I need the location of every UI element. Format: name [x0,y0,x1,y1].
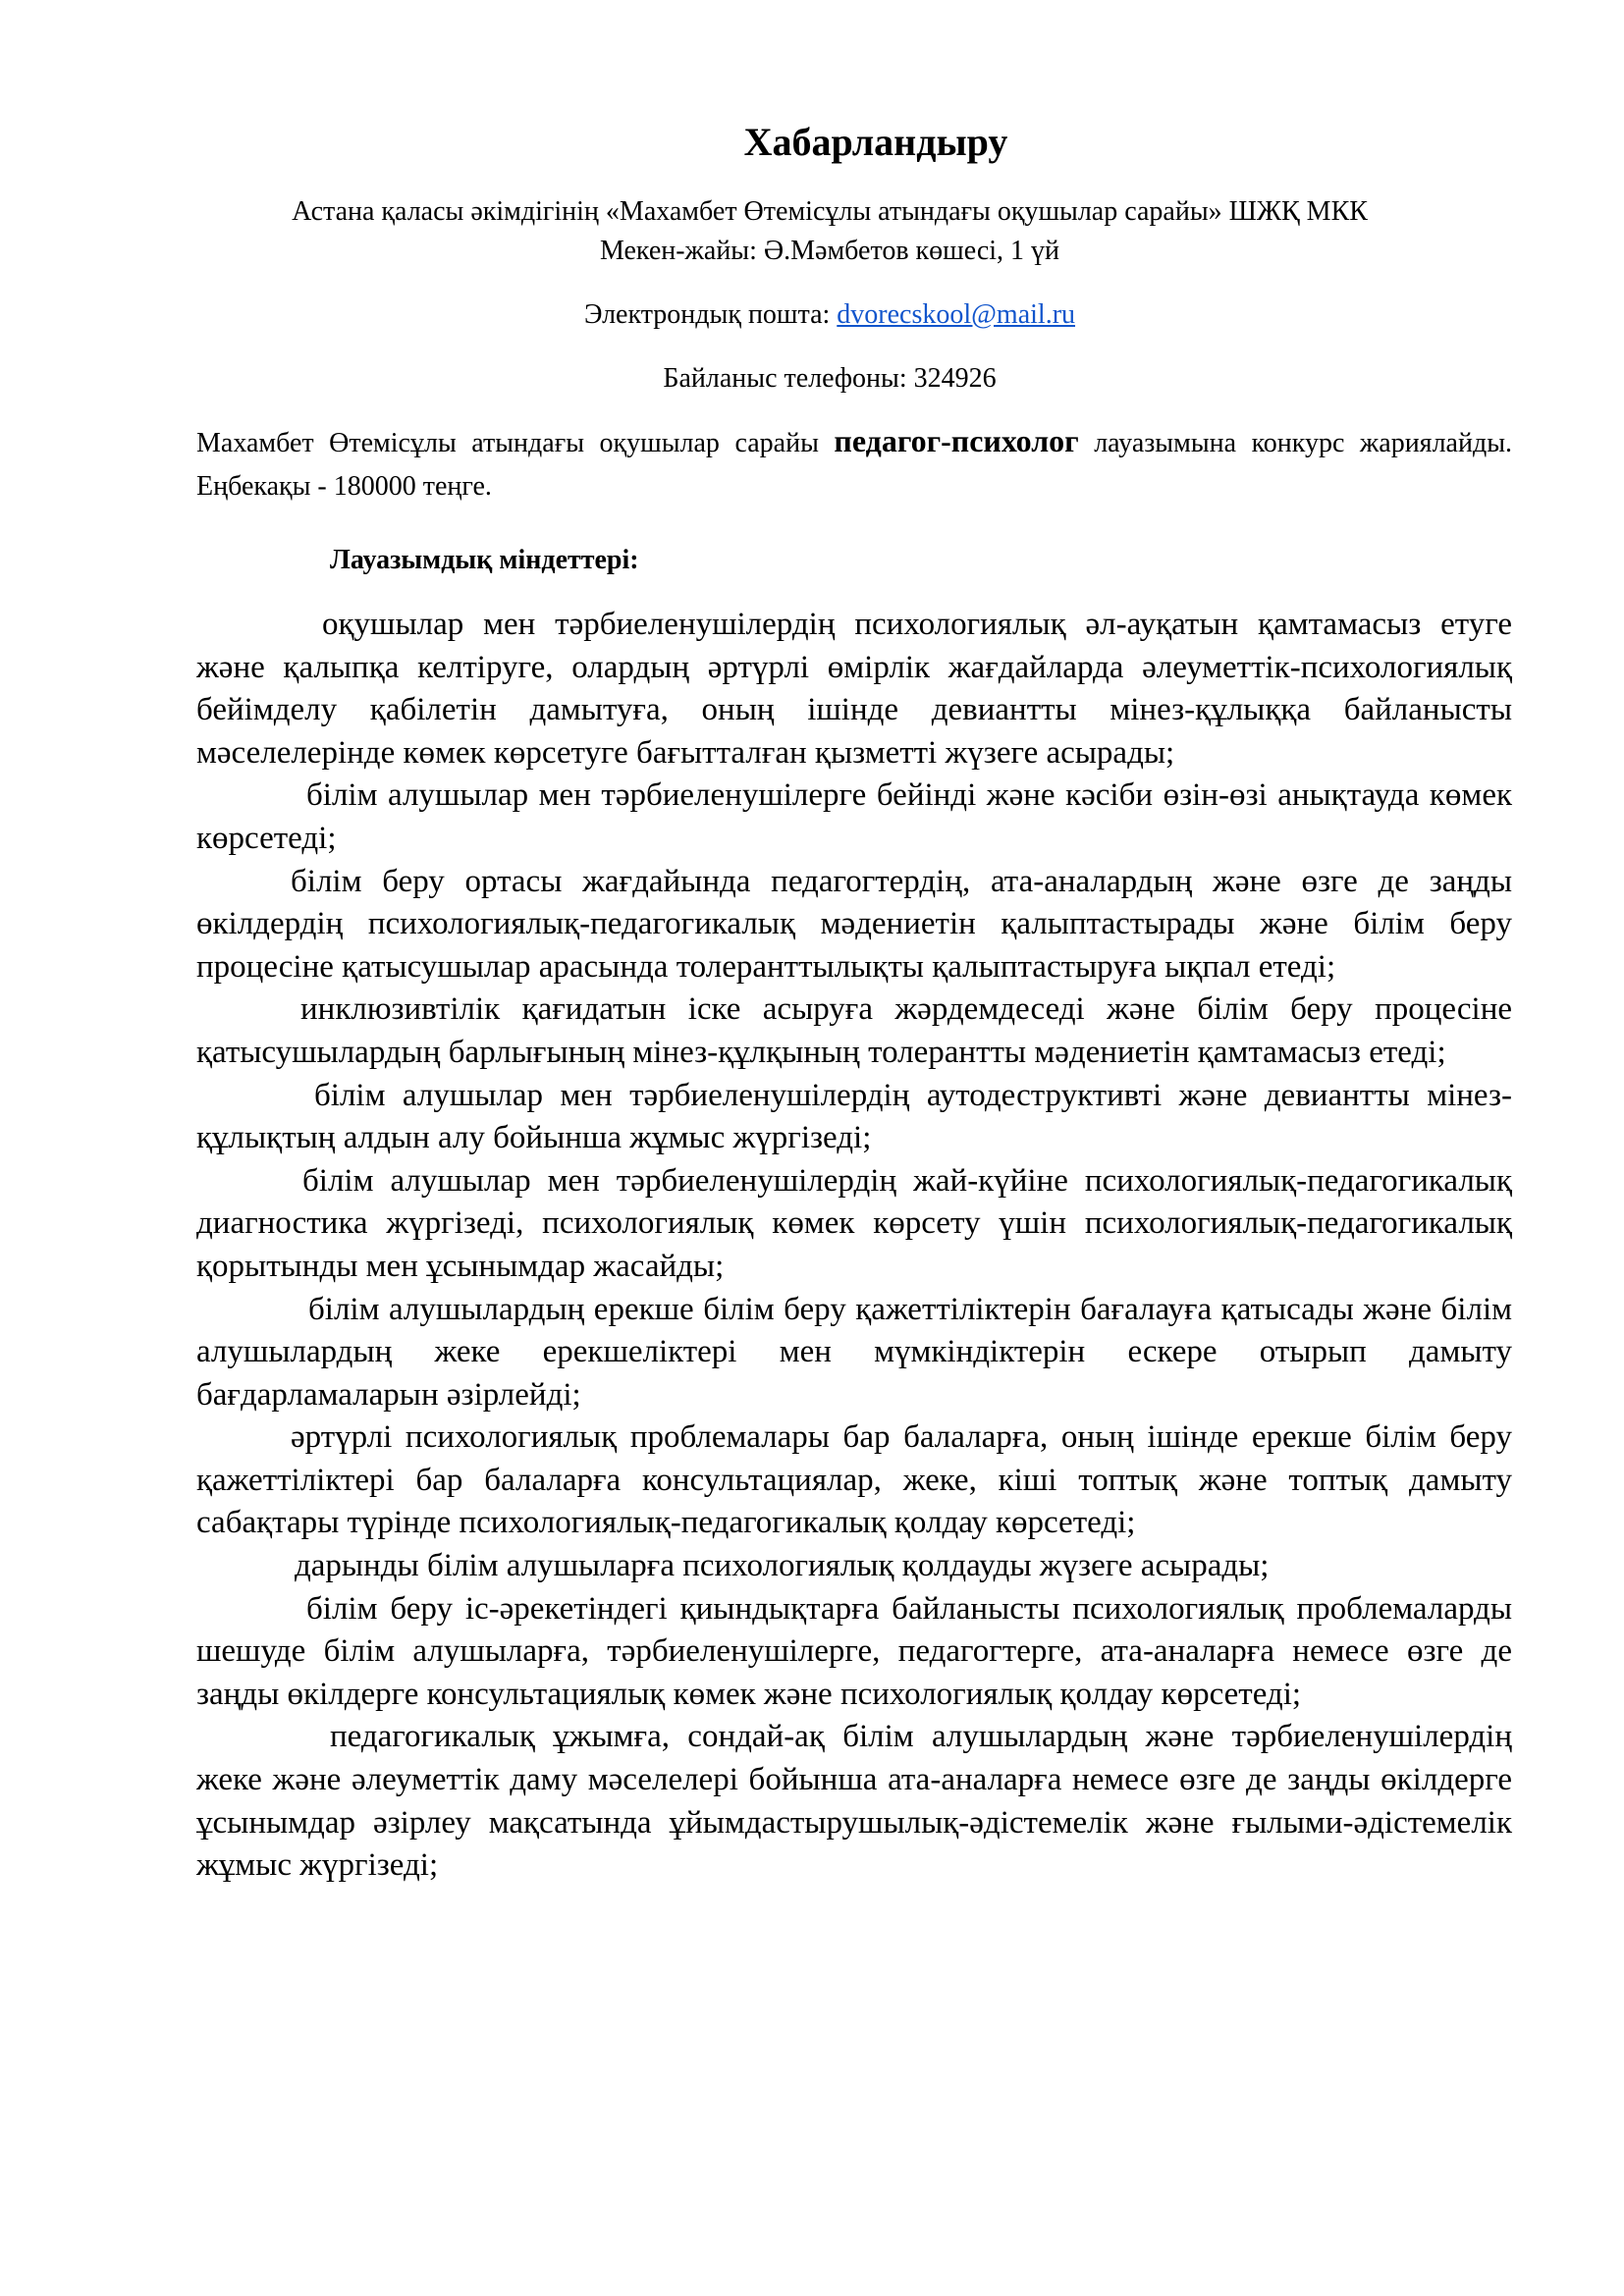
phone-line: Байланыс телефоны: 324926 [663,363,997,394]
duty-item: білім алушылар мен тәрбиеленушілердің жай-күйіне психологиялық-педагогикалық диагностика жүргізеді, психологиялық көмек көрсету үшін психологиялық-педагогикалық қорытынды мен ұсынымдар жасайды; [196,1162,1512,1284]
email-link[interactable]: dvorecskool@mail.ru [837,299,1076,330]
duty-item: білім беру іс-әрекетіндегі қиындықтарға байланысты психологиялық проблемаларды шешуде білім алушыларға, тәрбиеленушілерге, педагогтерге, ата-аналарға немесе өзге де заңды өкілдерге консультациялық көмек және психологиялық қолдау көрсетеді; [196,1590,1512,1712]
announcement-intro [196,419,1512,508]
duty-item: дарынды білім алушыларға психологиялық қолдауды жүзеге асырады; [295,1548,1270,1584]
duties-list [196,604,1512,1888]
position-title: педагог-психолог [834,423,1079,458]
document-title: Хабарландыру [743,120,1008,164]
duty-item: білім беру ортасы жағдайында педагогтердің, ата-аналардың және өзге де заңды өкілдердің психологиялық-педагогикалық мәдениетін қалыптастырады және білім беру процесіне қатысушылар арасында толеранттылықты қалыптастыруға ықпал етеді; [196,863,1512,985]
organization-name: Астана қаласы әкімдігінің «Махамбет Өтемісұлы атындағы оқушылар сарайы» ШЖҚ МКК [292,196,1368,227]
duty-item: оқушылар мен тәрбиеленушілердің психологиялық әл-ауқатын қамтамасыз етуге және қалыпқа келтіруге, олардың әртүрлі өмірлік жағдайларда әлеуметтік-психологиялық бейімделу қабілетін дамытуға, оның ішінде девиантты мінез-құлыққа байланысты мәселелерінде көмек көрсетуге бағытталған қызметті жүзеге асырады; [196,607,1512,771]
intro-before: Махамбет Өтемісұлы атындағы оқушылар сарайы [196,428,835,458]
duties-heading: Лауазымдық міндеттері: [330,545,639,575]
email-label: Электрондық пошта: [583,299,838,330]
duty-item: білім алушылардың ерекше білім беру қажеттіліктерін бағалауға қатысады және білім алушылардың жеке ерекшеліктері мен мүмкіндіктерін ескере отырып дамыту бағдарламаларын әзірлейді; [196,1291,1512,1413]
address-line: Мекен-жайы: Ә.Мәмбетов көшесі, 1 үй [599,236,1060,266]
duty-item: білім алушылар мен тәрбиеленушілердің аутодеструктивті және девиантты мінез-құлықтың алдын алу бойынша жұмыс жүргізеді; [196,1077,1512,1156]
duty-item: педагогикалық ұжымға, сондай-ақ білім алушылардың және тәрбиеленушілердің жеке және әлеуметтік даму мәселелері бойынша ата-аналарға немесе өзге де заңды өкілдерге ұсынымдар әзірлеу мақсатында ұйымдастырушылық-әдістемелік және ғылыми-әдістемелік жұмыс жүргізеді; [196,1719,1512,1884]
email-line [147,295,1512,335]
duty-item: әртүрлі психологиялық проблемалары бар балаларға, оның ішінде ерекше білім беру қажеттіліктері бар балаларға консультациялар, жеке, кіші топтық және топтық дамыту сабақтары түрінде психологиялық-педагогикалық қолдау көрсетеді; [196,1419,1512,1541]
intro-after: лауазымына конкурс жариялайды. Еңбекақы - 180000 теңге. [196,428,1513,502]
duty-item: білім алушылар мен тәрбиеленушілерге бейінді және кәсіби өзін-өзі анықтауда көмек көрсетеді; [196,777,1512,856]
duty-item: инклюзивтілік қағидатын іске асыруға жәрдемдеседі және білім беру процесіне қатысушылардың барлығының мінез-құлқының толерантты мәдениетін қамтамасыз етеді; [196,991,1512,1070]
